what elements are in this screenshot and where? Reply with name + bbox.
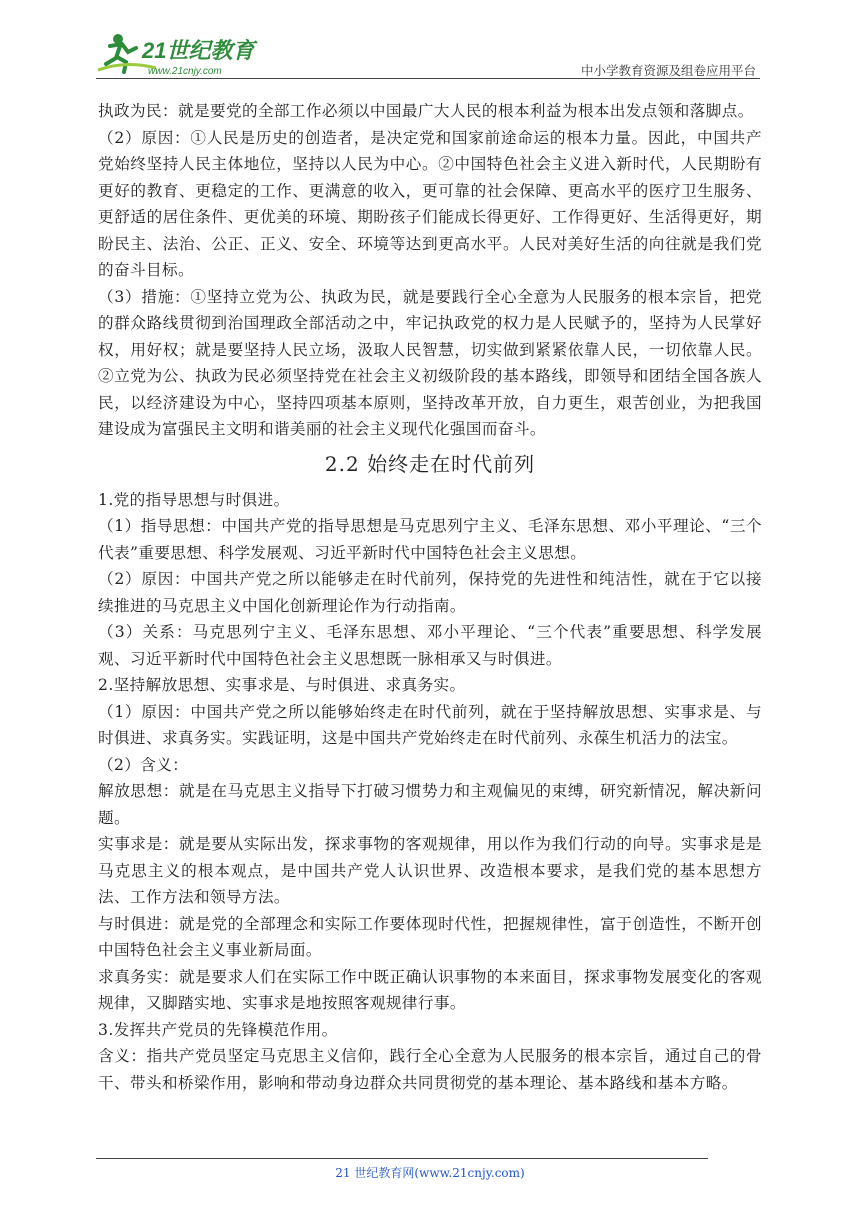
logo-url-text: www.21cnjy.com [148, 66, 222, 77]
header-tagline: 中小学教育资源及组卷应用平台 [580, 63, 756, 78]
section-title: 2.2 始终走在时代前列 [324, 451, 536, 476]
paragraph: （3）关系：马克思列宁主义、毛泽东思想、邓小平理论、“三个代表”重要思想、科学发展观、习近平新时代中国特色社会主义思想既一脉相承又与时俱进。 [98, 623, 762, 668]
paragraph: 3.发挥共产党员的先锋模范作用。 [98, 1020, 338, 1039]
paragraph: 实事求是：就是要从实际出发，探求事物的客观规律，用以作为我们行动的向导。实事求是是马克思主义的根本观点，是中国共产党人认识世界、改造根本要求，是我们党的基本思想方法、工作方法和领导方法。 [98, 835, 762, 906]
page-header [96, 30, 760, 80]
paragraph: 含义：指共产党员坚定马克思主义信仰，践行全心全意为人民服务的根本宗旨，通过自己的骨干、带头和桥梁作用，影响和带动身边群众共同贯彻党的基本理论、基本路线和基本方略。 [98, 1047, 762, 1092]
paragraph: 解放思想：就是在马克思主义指导下打破习惯势力和主观偏见的束缚，研究新情况，解决新问题。 [98, 782, 762, 827]
document-body [98, 98, 762, 1096]
paragraph: （2）原因：①人民是历史的创造者，是决定党和国家前途命运的根本力量。因此，中国共产党始终坚持人民主体地位，坚持以人民为中心。②中国特色社会主义进入新时代，人民期盼有更好的教育、更稳定的工作、更满意的收入，更可靠的社会保障、更高水平的医疗卫生服务、更舒适的居住条件、更优美的环境、期盼孩子们能成长得更好、工作得更好、生活得更好，期盼民主、法治、公正、正义、安全、环境等达到更高水平。人民对美好生活的向往就是我们党的奋斗目标。 [98, 128, 762, 279]
paragraph: 1.党的指导思想与时俱进。 [98, 490, 290, 509]
paragraph: 与时俱进：就是党的全部理念和实际工作要体现时代性，把握规律性，富于创造性，不断开创中国特色社会主义事业新局面。 [98, 914, 762, 959]
header-divider [96, 78, 760, 79]
paragraph: （2）原因：中国共产党之所以能够走在时代前列，保持党的先进性和纯洁性，就在于它以接续推进的马克思主义中国化创新理论作为行动指南。 [98, 570, 762, 615]
footer-divider [96, 1158, 708, 1159]
site-logo[interactable] [96, 30, 266, 78]
paragraph: 执政为民：就是要党的全部工作必须以中国最广大人民的根本利益为根本出发点领和落脚点。 [98, 102, 754, 120]
paragraph: 2.坚持解放思想、实事求是、与时俱进、求真务实。 [98, 676, 466, 694]
paragraph: （2）含义： [98, 755, 189, 774]
paragraph: 求真务实：就是要求人们在实际工作中既正确认识事物的本来面目，探求事物发展变化的客观规律，又脚踏实地、实事求是地按照客观规律行事。 [98, 967, 762, 1012]
runner-logo-icon [96, 30, 266, 78]
paragraph: （3）措施：①坚持立党为公、执政为民，就是要践行全心全意为人民服务的根本宗旨，把党的群众路线贯彻到治国理政全部活动之中，牢记执政党的权力是人民赋予的，坚持为人民掌好权，用好权；就是要坚持人民立场，汲取人民智慧，切实做到紧紧依靠人民，一切依靠人民。②立党为公、执政为民必须坚持党在社会主义初级阶段的基本路线，即领导和团结全国各族人民，以经济建设为中心，坚持四项基本原则，坚持改革开放，自力更生，艰苦创业，为把我国建设成为富强民主文明和谐美丽的社会主义现代化强国而奋斗。 [98, 287, 762, 438]
logo-main-text: 21世纪教育 [142, 38, 255, 63]
paragraph: （1）指导思想：中国共产党的指导思想是马克思列宁主义、毛泽东思想、邓小平理论、“三个代表”重要思想、科学发展观、习近平新时代中国特色社会主义思想。 [98, 517, 762, 562]
paragraph: （1）原因：中国共产党之所以能够始终走在时代前列，就在于坚持解放思想、实事求是、与时俱进、求真务实。实践证明，这是中国共产党始终走在时代前列、永葆生机活力的法宝。 [98, 702, 762, 747]
footer-link[interactable]: 21 世纪教育网(www.21cnjy.com) [335, 1166, 525, 1180]
